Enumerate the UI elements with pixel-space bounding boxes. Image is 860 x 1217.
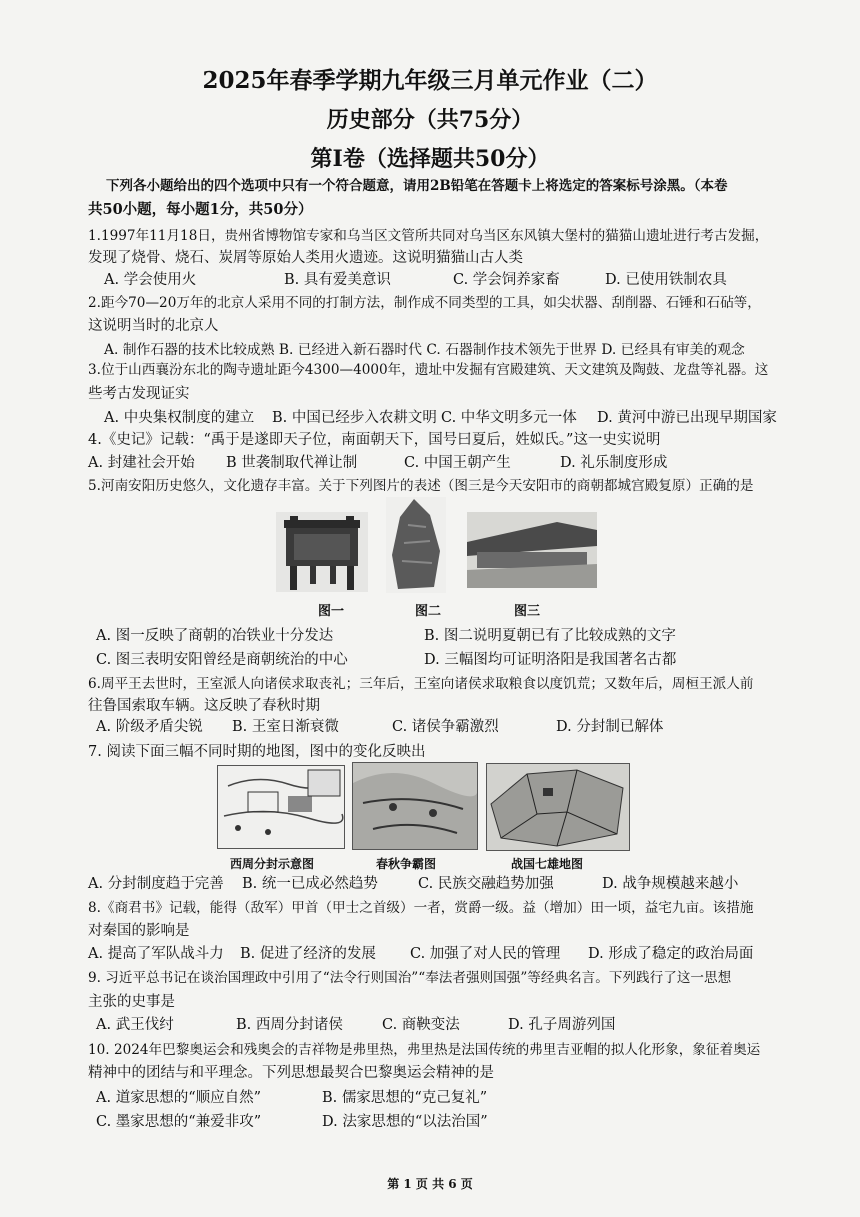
q6-option-c: C. 诸侯争霸激烈: [392, 719, 499, 735]
instructions-line-2: 共50小题，每小题1分，共50分）: [88, 201, 313, 218]
q9-option-c: C. 商鞅变法: [382, 1017, 460, 1033]
map-1-caption: 西周分封示意图: [230, 857, 315, 871]
q5-option-d: D. 三幅图均可证明洛阳是我国著名古都: [424, 652, 677, 668]
q8-option-c: C. 加强了对人民的管理: [410, 946, 561, 962]
figure-3-caption: 图三: [514, 604, 541, 619]
q10-option-a: A. 道家思想的“顺应自然”: [96, 1090, 262, 1106]
oracle-bone-image: [386, 497, 446, 593]
palace-reconstruction-image: [467, 512, 597, 588]
q8-option-a: A. 提高了军队战斗力: [88, 946, 224, 962]
q10-option-c: C. 墨家思想的“兼爱非攻”: [96, 1114, 262, 1130]
map-3-caption: 战国七雄地图: [511, 857, 584, 871]
map-2-caption: 春秋争霸图: [376, 857, 437, 871]
q1-option-c: C. 学会饲养家畜: [453, 272, 560, 288]
q3-stem-1: 3.位于山西襄汾东北的陶寺遗址距今4300—4000年，遗址中发掘有宫殿建筑、天文建筑及陶鼓、龙盘等礼器。这: [88, 362, 769, 378]
section-title: 第Ⅰ卷（选择题共50分）: [310, 146, 550, 172]
q1-option-a: A. 学会使用火: [104, 272, 197, 288]
q7-option-d: D. 战争规模越来越小: [602, 876, 739, 892]
q3-option-d: D. 黄河中游已出现早期国家: [597, 410, 777, 426]
q8-stem-2: 对秦国的影响是: [88, 923, 190, 939]
q7-option-b: B. 统一已成必然趋势: [242, 876, 378, 892]
q1-option-b: B. 具有爱美意识: [284, 272, 391, 288]
q8-option-b: B. 促进了经济的发展: [240, 946, 376, 962]
page-footer: 第 1 页 共 6 页: [387, 1177, 473, 1191]
spring-autumn-map: [352, 762, 478, 850]
q7-stem: 7. 阅读下面三幅不同时期的地图，图中的变化反映出: [88, 744, 426, 760]
q9-stem-1: 9. 习近平总书记在谈治国理政中引用了“法令行则国治”“奉法者强则国强”等经典名言。下列践行了这一思想: [88, 970, 732, 986]
q5-stem: 5.河南安阳历史悠久，文化遗存丰富。关于下列图片的表述（图三是今天安阳市的商朝都城宫殿复原）正确的是: [88, 478, 754, 494]
q7-option-c: C. 民族交融趋势加强: [418, 876, 554, 892]
q3-option-c: C. 中华文明多元一体: [441, 410, 577, 426]
q8-stem-1: 8.《商君书》记载，能得（敌军）甲首（甲士之首级）一者，赏爵一级。益（增加）田一顷，益宅九亩。该措施: [88, 900, 754, 916]
q7-option-a: A. 分封制度趋于完善: [88, 876, 224, 892]
q4-option-b: B 世袭制取代禅让制: [226, 455, 358, 471]
q6-option-d: D. 分封制已解体: [556, 719, 664, 735]
q9-option-a: A. 武王伐纣: [96, 1017, 174, 1033]
q2-options: A. 制作石器的技术比较成熟 B. 已经进入新石器时代 C. 石器制作技术领先于世界 D. 已经具有审美的观念: [104, 342, 745, 358]
page-title: 2025年春季学期九年级三月单元作业（二）: [202, 67, 658, 94]
q1-option-d: D. 已使用铁制农具: [605, 272, 727, 288]
figure-1-caption: 图一: [318, 604, 345, 619]
western-zhou-map: [217, 765, 345, 849]
q4-option-c: C. 中国王朝产生: [404, 455, 511, 471]
q4-option-a: A. 封建社会开始: [88, 455, 195, 471]
q6-stem-1: 6.周平王去世时，王室派人向诸侯求取丧礼；三年后，王室向诸侯求取粮食以度饥荒；又数年后，周桓王派人前: [88, 676, 754, 692]
q6-option-a: A. 阶级矛盾尖锐: [96, 719, 203, 735]
q5-option-c: C. 图三表明安阳曾经是商朝统治的中心: [96, 652, 348, 668]
q1-stem-2: 发现了烧骨、烧石、炭屑等原始人类用火遗迹。这说明猫猫山古人类: [88, 250, 523, 266]
q10-stem-1: 10. 2024年巴黎奥运会和残奥会的吉祥物是弗里热，弗里热是法国传统的弗里吉亚帽的拟人化形象，象征着奥运: [88, 1042, 761, 1058]
q1-stem-1: 1.1997年11月18日，贵州省博物馆专家和乌当区文管所共同对乌当区东风镇大堡村的猫猫山遗址进行考古发掘，: [88, 228, 769, 244]
q8-option-d: D. 形成了稳定的政治局面: [588, 946, 754, 962]
bronze-ding-image: [276, 512, 368, 592]
q10-option-b: B. 儒家思想的“克己复礼”: [322, 1090, 488, 1106]
q5-option-b: B. 图二说明夏朝已有了比较成熟的文字: [424, 628, 676, 644]
q6-option-b: B. 王室日渐衰微: [232, 719, 339, 735]
instructions-line-1: 下列各小题给出的四个选项中只有一个符合题意，请用2B铅笔在答题卡上将选定的答案标号涂黑。（本卷: [106, 178, 728, 194]
q4-stem: 4.《史记》记载：“禹于是遂即天子位，南面朝天下，国号曰夏后，姓姒氏。”这一史实说明: [88, 432, 661, 448]
page-subtitle: 历史部分（共75分）: [326, 107, 534, 133]
q9-option-d: D. 孔子周游列国: [508, 1017, 616, 1033]
q3-option-b: B. 中国已经步入农耕文明: [272, 410, 437, 426]
q4-option-d: D. 礼乐制度形成: [560, 455, 668, 471]
q6-stem-2: 往鲁国索取车辆。这反映了春秋时期: [88, 698, 320, 714]
q3-stem-2: 些考古发现证实: [88, 386, 190, 402]
warring-states-map: [486, 763, 630, 851]
q9-stem-2: 主张的史事是: [88, 994, 175, 1010]
q9-option-b: B. 西周分封诸侯: [236, 1017, 343, 1033]
q5-option-a: A. 图一反映了商朝的冶铁业十分发达: [96, 628, 334, 644]
q2-stem-2: 这说明当时的北京人: [88, 318, 219, 334]
q2-stem-1: 2.距今70—20万年的北京人采用不同的打制方法，制作成不同类型的工具，如尖状器、刮削器、石锤和石砧等，: [88, 295, 761, 311]
figure-2-caption: 图二: [415, 604, 442, 619]
q3-option-a: A. 中央集权制度的建立: [104, 410, 255, 426]
q10-stem-2: 精神中的团结与和平理念。下列思想最契合巴黎奥运会精神的是: [88, 1065, 494, 1081]
q10-option-d: D. 法家思想的“以法治国”: [322, 1114, 488, 1130]
